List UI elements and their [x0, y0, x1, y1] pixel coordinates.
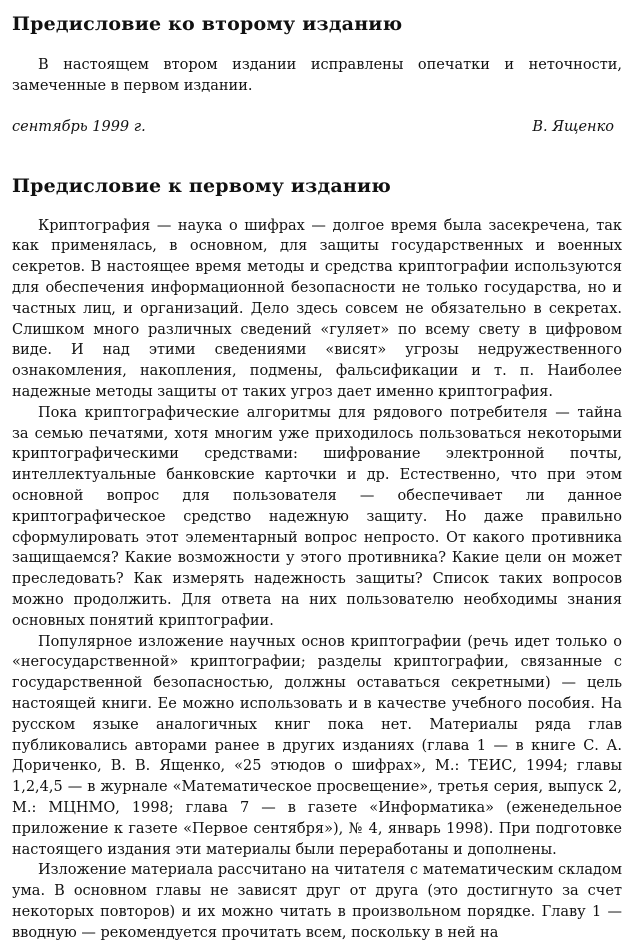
preface-first-paragraph-3: Популярное изложение научных основ криптографии (речь идет только о «негосударственной» криптографии; разделы криптографии, связанные с государственной безопасностью, должны оставаться секретными) — цель настоящей книги. Ее можно использовать и в качестве учебного пособия. На русском языке аналогичных книг пока нет. Материалы ряда глав публиковались авторами ранее в других изданиях (глава 1 — в книге С. А. Дориченко, В. В. Ященко, «25 этюдов о шифрах», М.: ТЕИС, 1994; главы 1,2,4,5 — в журнале «Математическое просвещение», третья серия, выпуск 2, М.: МЦНМО, 1998; глава 7 — в газете «Информатика» (еженедельное приложение к газете «Первое сентября»), № 4, январь 1998). При подготовке настоящего издания эти материалы были переработаны и дополнены.: [12, 633, 622, 858]
preface-first-paragraph-2: Пока криптографические алгоритмы для рядового потребителя — тайна за семью печатями, хотя многим уже приходилось пользоваться некоторыми криптографическими средствами: шифрование электронной почты, интеллектуальные банковские карточки и др. Естественно, что при этом основной вопрос для пользователя — обеспечивает ли данное криптографическое средство надежную защиту. Но даже правильно сформулировать этот элементарный вопрос непросто. От какого противника защищаемся? Какие возможности у этого противника? Какие цели он может преследовать? Как измерять надежность защиты? Список таких вопросов можно продолжить. Для ответа на них пользователю необходимы знания основных понятий криптографии.: [12, 404, 622, 629]
preface-second-title: Предисловие ко второму изданию: [12, 13, 403, 35]
preface-signature: [12, 117, 622, 137]
preface-first-paragraph-1: Криптография — наука о шифрах — долгое время была засекречена, так как применялась, в основном, для защиты государственных и военных секретов. В настоящее время методы и средства криптографии используются для обеспечения информационной безопасности не только государства, но и частных лиц, и организаций. Дело здесь совсем не обязательно в секретах. Слишком много различных сведений «гуляет» по всему свету в цифровом виде. И над этими сведениями «висят» угрозы недружественного ознакомления, накопления, подмены, фальсификации и т. п. Наиболее надежные методы защиты от таких угроз дает именно криптография.: [12, 217, 622, 400]
preface-author: В. Ященко: [532, 118, 614, 135]
preface-second-text: В настоящем втором издании исправлены опечатки и неточности, замеченные в первом издании.: [12, 57, 622, 94]
preface-date: сентябрь 1999 г.: [12, 118, 146, 135]
preface-first-paragraph-4: Изложение материала рассчитано на читателя с математическим складом ума. В основном главы не зависят друг от друга (это достигнуто за счет некоторых повторов) и их можно читать в произвольном порядке. Главу 1 — вводную — рекомендуется прочитать всем, поскольку в ней на: [12, 862, 622, 941]
preface-first-title: Предисловие к первому изданию: [12, 174, 391, 197]
